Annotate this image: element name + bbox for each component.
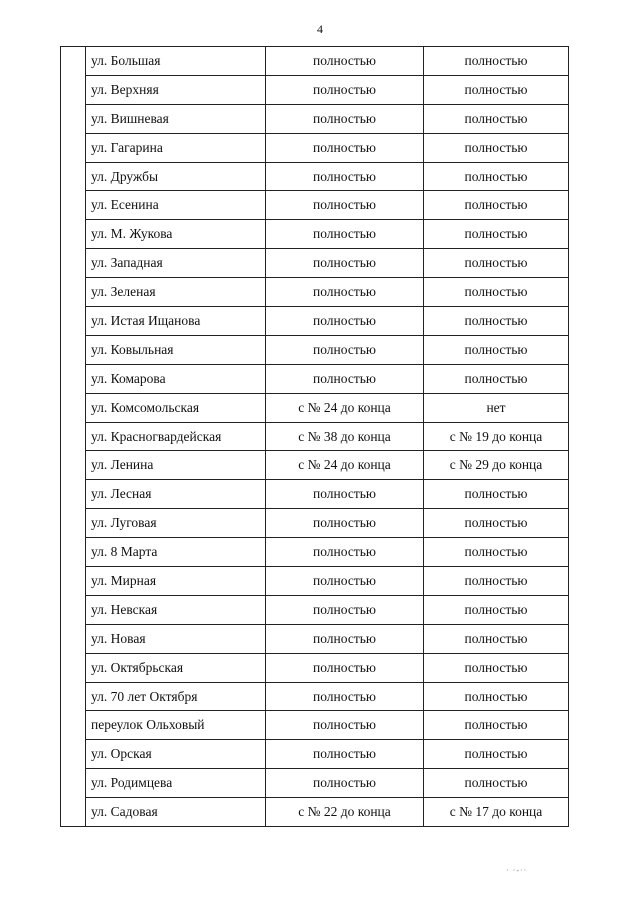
odd-side-cell: полностью — [424, 104, 569, 133]
number-cell — [61, 567, 86, 596]
number-cell — [61, 653, 86, 682]
number-cell — [61, 162, 86, 191]
table-row — [61, 480, 569, 509]
street-name-cell: ул. Лесная — [86, 480, 266, 509]
odd-side-cell: полностью — [424, 133, 569, 162]
number-cell — [61, 595, 86, 624]
number-cell — [61, 682, 86, 711]
odd-side-cell: нет — [424, 393, 569, 422]
table-row — [61, 47, 569, 76]
number-cell — [61, 798, 86, 827]
number-cell — [61, 538, 86, 567]
odd-side-cell: полностью — [424, 567, 569, 596]
odd-side-cell: полностью — [424, 769, 569, 798]
number-cell — [61, 220, 86, 249]
table-row — [61, 711, 569, 740]
table-row — [61, 538, 569, 567]
street-name-cell: ул. Ленина — [86, 451, 266, 480]
street-name-cell: ул. Западная — [86, 249, 266, 278]
odd-side-cell: с № 17 до конца — [424, 798, 569, 827]
odd-side-cell: с № 29 до конца — [424, 451, 569, 480]
number-cell — [61, 740, 86, 769]
number-cell — [61, 104, 86, 133]
even-side-cell: полностью — [266, 104, 424, 133]
table-row — [61, 624, 569, 653]
odd-side-cell: полностью — [424, 480, 569, 509]
odd-side-cell: полностью — [424, 335, 569, 364]
street-name-cell: переулок Ольховый — [86, 711, 266, 740]
street-name-cell: ул. Комарова — [86, 364, 266, 393]
street-name-cell: ул. 8 Марта — [86, 538, 266, 567]
odd-side-cell: полностью — [424, 509, 569, 538]
corner-mark: · ·-·· — [506, 866, 528, 875]
street-name-cell: ул. М. Жукова — [86, 220, 266, 249]
odd-side-cell: полностью — [424, 47, 569, 76]
odd-side-cell: полностью — [424, 191, 569, 220]
even-side-cell: полностью — [266, 249, 424, 278]
table-row — [61, 133, 569, 162]
table-row — [61, 162, 569, 191]
number-cell — [61, 624, 86, 653]
odd-side-cell: полностью — [424, 278, 569, 307]
even-side-cell: полностью — [266, 191, 424, 220]
street-name-cell: ул. Истая Ищанова — [86, 307, 266, 336]
even-side-cell: с № 24 до конца — [266, 393, 424, 422]
street-table-body — [61, 47, 569, 827]
number-cell — [61, 335, 86, 364]
odd-side-cell: полностью — [424, 307, 569, 336]
even-side-cell: полностью — [266, 480, 424, 509]
even-side-cell: полностью — [266, 75, 424, 104]
table-row — [61, 509, 569, 538]
table-row — [61, 364, 569, 393]
even-side-cell: полностью — [266, 364, 424, 393]
street-name-cell: ул. Большая — [86, 47, 266, 76]
even-side-cell: с № 38 до конца — [266, 422, 424, 451]
odd-side-cell: полностью — [424, 711, 569, 740]
page-number: 4 — [317, 22, 323, 36]
number-cell — [61, 249, 86, 278]
table-row — [61, 75, 569, 104]
number-cell — [61, 47, 86, 76]
street-name-cell: ул. Гагарина — [86, 133, 266, 162]
table-row — [61, 595, 569, 624]
even-side-cell: полностью — [266, 624, 424, 653]
street-table-wrapper — [60, 46, 568, 827]
number-cell — [61, 393, 86, 422]
street-name-cell: ул. Комсомольская — [86, 393, 266, 422]
odd-side-cell: полностью — [424, 624, 569, 653]
street-name-cell: ул. Красногвардейская — [86, 422, 266, 451]
even-side-cell: с № 22 до конца — [266, 798, 424, 827]
street-name-cell: ул. Зеленая — [86, 278, 266, 307]
odd-side-cell: полностью — [424, 538, 569, 567]
odd-side-cell: полностью — [424, 682, 569, 711]
odd-side-cell: полностью — [424, 220, 569, 249]
number-cell — [61, 75, 86, 104]
odd-side-cell: полностью — [424, 162, 569, 191]
even-side-cell: полностью — [266, 162, 424, 191]
odd-side-cell: полностью — [424, 653, 569, 682]
number-cell — [61, 422, 86, 451]
table-row — [61, 249, 569, 278]
even-side-cell: полностью — [266, 595, 424, 624]
table-row — [61, 653, 569, 682]
number-cell — [61, 133, 86, 162]
odd-side-cell: с № 19 до конца — [424, 422, 569, 451]
table-row — [61, 393, 569, 422]
even-side-cell: полностью — [266, 769, 424, 798]
number-cell — [61, 364, 86, 393]
street-name-cell: ул. Вишневая — [86, 104, 266, 133]
table-row — [61, 567, 569, 596]
number-cell — [61, 509, 86, 538]
even-side-cell: полностью — [266, 567, 424, 596]
street-name-cell: ул. Ковыльная — [86, 335, 266, 364]
number-cell — [61, 278, 86, 307]
street-table — [60, 46, 569, 827]
table-row — [61, 769, 569, 798]
odd-side-cell: полностью — [424, 595, 569, 624]
even-side-cell: полностью — [266, 220, 424, 249]
table-row — [61, 422, 569, 451]
table-row — [61, 307, 569, 336]
street-name-cell: ул. Невская — [86, 595, 266, 624]
street-name-cell: ул. Орская — [86, 740, 266, 769]
street-name-cell: ул. 70 лет Октября — [86, 682, 266, 711]
even-side-cell: полностью — [266, 47, 424, 76]
odd-side-cell: полностью — [424, 364, 569, 393]
table-row — [61, 278, 569, 307]
even-side-cell: полностью — [266, 307, 424, 336]
even-side-cell: полностью — [266, 278, 424, 307]
table-row — [61, 451, 569, 480]
street-name-cell: ул. Садовая — [86, 798, 266, 827]
table-row — [61, 682, 569, 711]
odd-side-cell: полностью — [424, 249, 569, 278]
number-cell — [61, 711, 86, 740]
number-cell — [61, 307, 86, 336]
table-row — [61, 798, 569, 827]
street-name-cell: ул. Верхняя — [86, 75, 266, 104]
even-side-cell: полностью — [266, 538, 424, 567]
street-name-cell: ул. Родимцева — [86, 769, 266, 798]
number-cell — [61, 480, 86, 509]
street-name-cell: ул. Новая — [86, 624, 266, 653]
table-row — [61, 104, 569, 133]
even-side-cell: с № 24 до конца — [266, 451, 424, 480]
table-row — [61, 191, 569, 220]
street-name-cell: ул. Дружбы — [86, 162, 266, 191]
even-side-cell: полностью — [266, 335, 424, 364]
table-row — [61, 335, 569, 364]
street-name-cell: ул. Октябрьская — [86, 653, 266, 682]
street-name-cell: ул. Мирная — [86, 567, 266, 596]
even-side-cell: полностью — [266, 740, 424, 769]
number-cell — [61, 769, 86, 798]
even-side-cell: полностью — [266, 682, 424, 711]
number-cell — [61, 191, 86, 220]
table-row — [61, 740, 569, 769]
even-side-cell: полностью — [266, 509, 424, 538]
table-row — [61, 220, 569, 249]
odd-side-cell: полностью — [424, 75, 569, 104]
street-name-cell: ул. Есенина — [86, 191, 266, 220]
odd-side-cell: полностью — [424, 740, 569, 769]
even-side-cell: полностью — [266, 133, 424, 162]
even-side-cell: полностью — [266, 653, 424, 682]
number-cell — [61, 451, 86, 480]
street-name-cell: ул. Луговая — [86, 509, 266, 538]
even-side-cell: полностью — [266, 711, 424, 740]
